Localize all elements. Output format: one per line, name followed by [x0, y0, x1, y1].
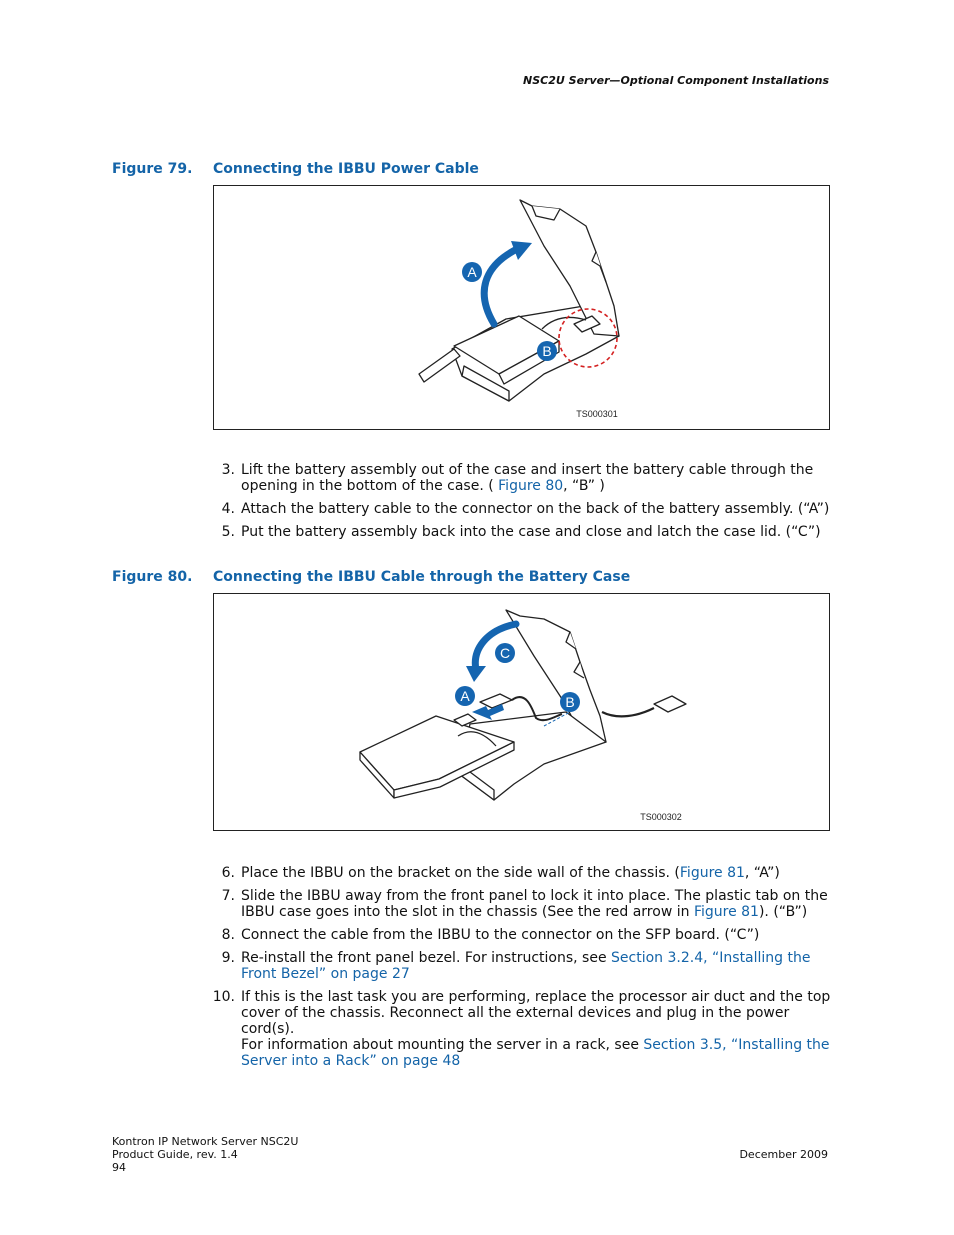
step-3 — [213, 462, 833, 494]
step-8 — [213, 927, 833, 943]
figure-79-caption — [112, 161, 479, 177]
step-text: Put the battery assembly back into the case and close and latch the case lid. (“C”) — [241, 524, 821, 540]
step-text: Slide the IBBU away from the front panel to lock it into place. The plastic tab on the IBBU case goes into the slot in the chassis (See the red arrow in — [241, 888, 828, 920]
figure-number: Figure 80. — [112, 569, 193, 585]
ibbu-power-cable-drawing — [214, 186, 829, 429]
step-4 — [213, 501, 833, 517]
step-text: Attach the battery cable to the connector on the back of the battery assembly. (“A”) — [241, 501, 830, 517]
callout-b-label: B — [542, 343, 552, 359]
figure-81-link[interactable]: Figure 81 — [693, 904, 759, 920]
step-number: 7. — [221, 888, 235, 904]
step-text: Connect the cable from the IBBU to the connector on the SFP board. (“C”) — [241, 927, 760, 943]
step-text: Lift the battery assembly out of the case and insert the battery cable through the opening in the bottom of the case. ( — [241, 462, 814, 494]
footer-guide: Product Guide, rev. 1.4 — [112, 1148, 238, 1161]
step-text-tail: , “A”) — [744, 865, 780, 881]
figure-80-link[interactable]: Figure 80 — [498, 478, 564, 494]
figure-code: TS000301 — [576, 409, 618, 419]
figure-80-illustration — [213, 593, 830, 831]
step-number: 9. — [221, 950, 235, 966]
footer-date: December 2009 — [739, 1148, 828, 1161]
step-9 — [213, 950, 833, 982]
step-text-tail: ). (“B”) — [758, 904, 808, 920]
step-number: 8. — [221, 927, 235, 943]
callout-b-label: B — [565, 694, 575, 710]
steps-list-2 — [213, 865, 833, 1069]
step-10 — [213, 989, 833, 1069]
step-number: 6. — [221, 865, 235, 881]
step-number: 10. — [212, 989, 235, 1005]
footer-product: Kontron IP Network Server NSC2U — [112, 1135, 299, 1148]
step-number: 4. — [221, 501, 235, 517]
step-text: Place the IBBU on the bracket on the side wall of the chassis. ( — [241, 865, 680, 881]
figure-title: Connecting the IBBU Power Cable — [213, 161, 479, 177]
ibbu-cable-through-case-drawing — [214, 594, 829, 830]
step-7 — [213, 888, 833, 920]
figure-title: Connecting the IBBU Cable through the Battery Case — [213, 569, 631, 585]
callout-c-label: C — [499, 645, 511, 661]
footer-page-number: 94 — [112, 1161, 126, 1174]
figure-80-caption — [112, 569, 630, 585]
section-3-2-4-link[interactable]: Section 3.2.4, “Installing the Front Bezel” on page 27 — [241, 950, 811, 982]
figure-number: Figure 79. — [112, 161, 193, 177]
callout-a-label: A — [460, 688, 470, 704]
section-3-5-link[interactable]: Section 3.5, “Installing the Server into a Rack” on page 48 — [241, 1037, 830, 1069]
footer-left — [112, 1135, 298, 1174]
callout-a-label: A — [467, 264, 477, 280]
step-number: 5. — [221, 524, 235, 540]
step-number: 3. — [221, 462, 235, 478]
figure-81-link[interactable]: Figure 81 — [679, 865, 745, 881]
step-text-note: For information about mounting the server in a rack, see — [241, 1037, 644, 1053]
step-text: Re-install the front panel bezel. For instructions, see — [241, 950, 612, 966]
figure-code: TS000302 — [640, 812, 682, 822]
running-header: NSC2U Server—Optional Component Installations — [523, 74, 829, 87]
steps-list-1 — [213, 462, 833, 540]
step-text-tail: , “B” ) — [563, 478, 605, 494]
step-6 — [213, 865, 833, 881]
figure-79-illustration — [213, 185, 830, 430]
step-text: If this is the last task you are performing, replace the processor air duct and the top cover of the chassis. Reconnect all the external devices and plug in the power cord(s). — [241, 989, 831, 1037]
step-5 — [213, 524, 833, 540]
